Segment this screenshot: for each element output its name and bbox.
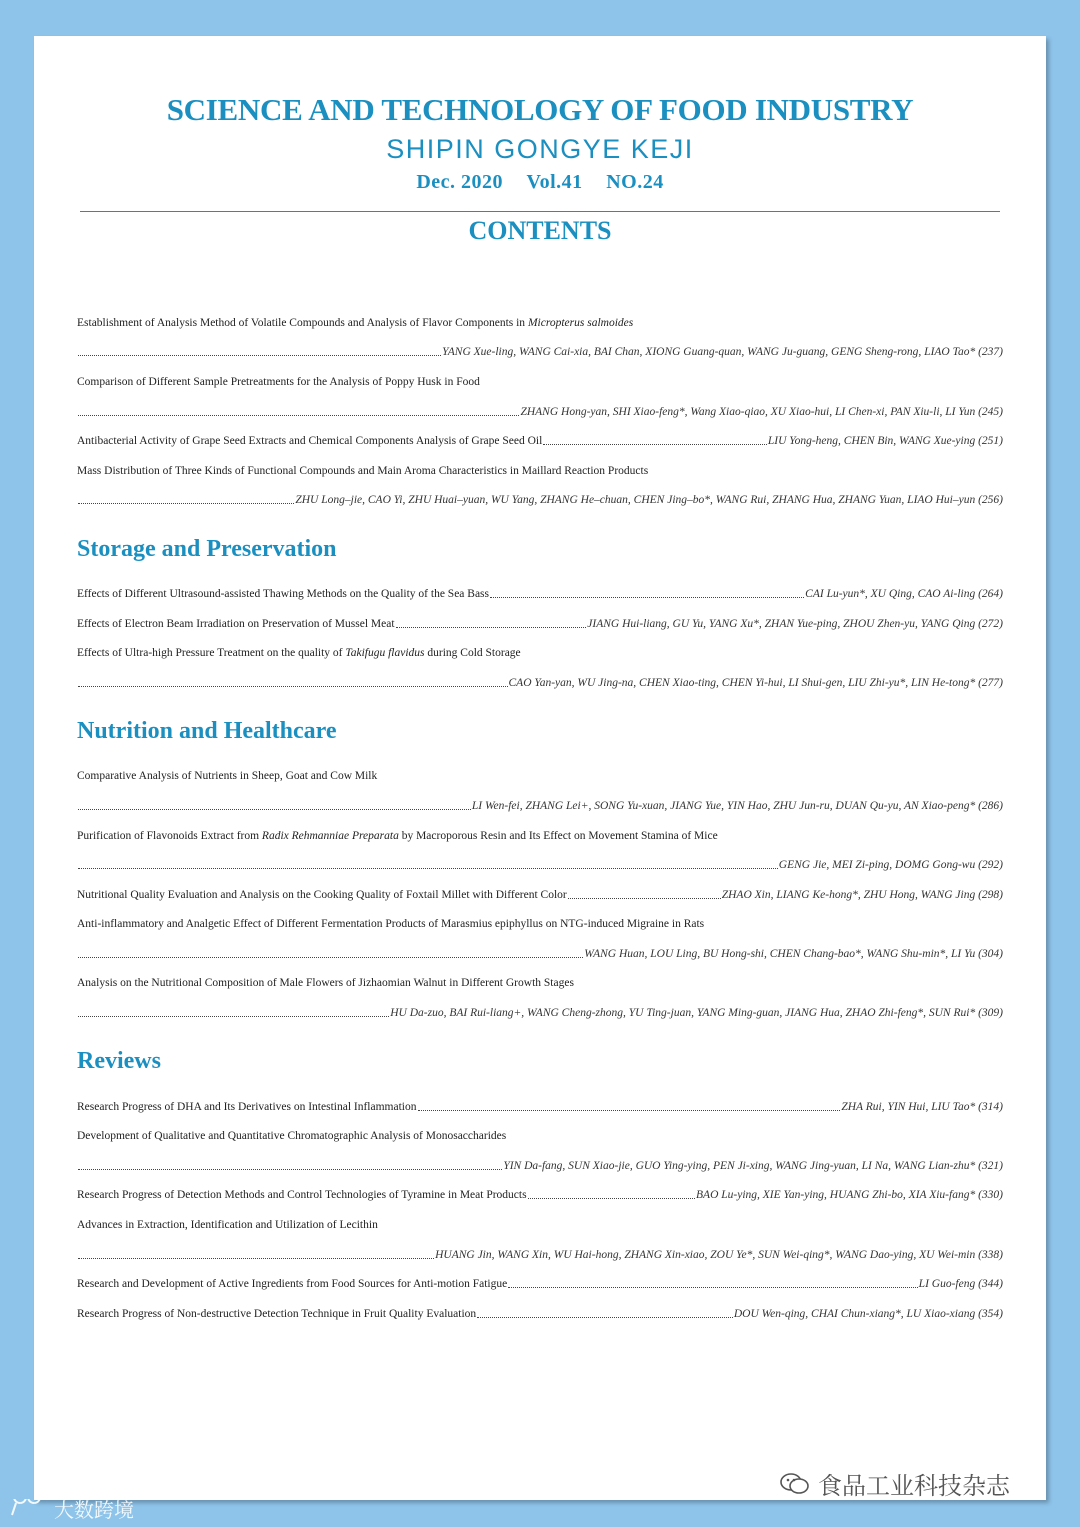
entry-title bbox=[77, 1278, 507, 1290]
entry-authors: CAO Yan-yan, WU Jing-na, CHEN Xiao-ting, CHEN Yi-hui, LI Shui-gen, LIU Zhi-yu*, LIN He-tong* (277) bbox=[508, 676, 1003, 689]
entry-title bbox=[77, 465, 648, 477]
entry-title-italic: Takifugu flavidus bbox=[345, 647, 425, 660]
leader-dots bbox=[78, 354, 441, 356]
entry-authors-line bbox=[77, 850, 1003, 880]
entry-authors-line bbox=[77, 397, 1003, 427]
toc-entry bbox=[77, 579, 1003, 609]
entry-line bbox=[77, 1092, 1003, 1122]
entry-authors: LIU Yong-heng, CHEN Bin, WANG Xue-ying (251) bbox=[767, 435, 1003, 448]
entry-title bbox=[77, 977, 574, 989]
entry-title-line bbox=[77, 762, 1003, 792]
toc-entry bbox=[77, 1269, 1003, 1299]
entry-authors: HU Da-zuo, BAI Rui-liang+, WANG Cheng-zhong, YU Ting-juan, YANG Ming-guan, JIANG Hua, ZHAO Zhi-feng*, SUN Rui* (309) bbox=[390, 1007, 1003, 1020]
entry-authors: BAO Lu-ying, XIE Yan-ying, HUANG Zhi-bo, XIA Xiu-fang* (330) bbox=[696, 1189, 1003, 1202]
leader-dots bbox=[508, 1286, 917, 1288]
entry-authors-line bbox=[77, 486, 1003, 516]
issue-line bbox=[34, 171, 1046, 194]
entry-authors: GENG Jie, MEI Zi-ping, DOMG Gong-wu (292) bbox=[778, 859, 1003, 872]
entry-title bbox=[77, 889, 567, 901]
leader-dots bbox=[418, 1109, 841, 1111]
leader-dots bbox=[78, 808, 471, 810]
entry-title-text-after: by Macroporous Resin and Its Effect on Movement Stamina of Mice bbox=[398, 829, 718, 842]
entry-title-text: Comparison of Different Sample Pretreatments for the Analysis of Poppy Husk in Food bbox=[77, 375, 480, 388]
entry-title-text: Analysis on the Nutritional Composition of Male Flowers of Jizhaomian Walnut in Different Growth Stages bbox=[77, 977, 574, 990]
entry-title bbox=[77, 770, 377, 782]
leader-dots bbox=[543, 443, 767, 445]
toc-entry bbox=[77, 762, 1003, 821]
leader-dots bbox=[528, 1197, 695, 1199]
issue-number: NO.24 bbox=[606, 171, 664, 193]
entry-title-text: Purification of Flavonoids Extract from bbox=[77, 829, 262, 842]
corner-watermark bbox=[8, 1494, 134, 1523]
toc-entry bbox=[77, 969, 1003, 1028]
journal-subtitle: SHIPIN GONGYE KEJI bbox=[386, 134, 694, 164]
journal-title: SCIENCE AND TECHNOLOGY OF FOOD INDUSTRY bbox=[166, 92, 914, 127]
entry-title bbox=[77, 317, 633, 329]
entry-line bbox=[77, 426, 1003, 456]
entry-authors: HUANG Jin, WANG Xin, WU Hai-hong, ZHANG Xin-xiao, ZOU Ye*, SUN Wei-qing*, WANG Dao-ying, XU Wei-min (338) bbox=[435, 1248, 1003, 1261]
entry-authors-line bbox=[77, 998, 1003, 1028]
entry-title-line bbox=[77, 1121, 1003, 1151]
entry-title bbox=[77, 588, 489, 600]
toc-entry bbox=[77, 609, 1003, 639]
entry-title-line bbox=[77, 367, 1003, 397]
entry-title-text: Anti-inflammatory and Analgetic Effect of Different Fermentation Products of Marasmius epiphyllus on NTG-induced Migraine in Rats bbox=[77, 918, 705, 931]
entry-authors: ZHANG Hong-yan, SHI Xiao-feng*, Wang Xiao-qiao, XU Xiao-hui, LI Chen-xi, PAN Xiu-li, LI Yun (245) bbox=[520, 405, 1003, 418]
section-heading: Storage and Preservation bbox=[77, 535, 337, 562]
entry-title-line bbox=[77, 1210, 1003, 1240]
entry-authors: ZHA Rui, YIN Hui, LIU Tao* (314) bbox=[841, 1100, 1003, 1113]
entry-title bbox=[77, 830, 718, 842]
entry-line bbox=[77, 1299, 1003, 1329]
toc-entry bbox=[77, 367, 1003, 426]
entry-title-text: Comparative Analysis of Nutrients in Sheep, Goat and Cow Milk bbox=[77, 770, 378, 783]
entry-title-italic: Micropterus salmoides bbox=[527, 316, 634, 329]
entry-title-text: Antibacterial Activity of Grape Seed Extracts and Chemical Components Analysis of Grape Seed Oil bbox=[77, 435, 543, 448]
entry-title bbox=[77, 1101, 417, 1113]
issue-volume: Vol.41 bbox=[526, 171, 583, 193]
entry-title bbox=[77, 647, 521, 659]
entry-authors: LI Guo-feng (344) bbox=[918, 1278, 1003, 1291]
entry-title-line bbox=[77, 638, 1003, 668]
entry-authors-line bbox=[77, 338, 1003, 368]
toc-entry bbox=[77, 426, 1003, 456]
entry-title-text: Development of Qualitative and Quantitative Chromatographic Analysis of Monosaccharides bbox=[77, 1130, 507, 1143]
entry-authors: CAI Lu-yun*, XU Qing, CAO Ai-ling (264) bbox=[805, 587, 1003, 600]
entry-title-text: Research Progress of DHA and Its Derivatives on Intestinal Inflammation bbox=[77, 1100, 417, 1113]
entry-authors: YIN Da-fang, SUN Xiao-jie, GUO Ying-ying, PEN Ji-xing, WANG Jing-yuan, LI Na, WANG Lian-zhu* (321) bbox=[503, 1159, 1003, 1172]
entry-title bbox=[77, 435, 542, 447]
entry-title-text: Research Progress of Detection Methods and Control Technologies of Tyramine in Meat Products bbox=[77, 1189, 527, 1202]
entry-title bbox=[77, 918, 704, 930]
entry-line bbox=[77, 880, 1003, 910]
contents-heading: CONTENTS bbox=[468, 216, 612, 245]
entry-title-text: Research and Development of Active Ingredients from Food Sources for Anti-motion Fatigue bbox=[77, 1278, 508, 1291]
toc-entry bbox=[77, 1210, 1003, 1269]
toc-entry bbox=[77, 910, 1003, 969]
entry-title-text: Effects of Different Ultrasound-assisted Thawing Methods on the Quality of the Sea Bass bbox=[77, 587, 490, 600]
entry-authors-line bbox=[77, 791, 1003, 821]
toc-entry bbox=[77, 1092, 1003, 1122]
entry-title-text: Establishment of Analysis Method of Volatile Compounds and Analysis of Flavor Components in bbox=[77, 316, 528, 329]
entry-authors-line bbox=[77, 1240, 1003, 1270]
entry-authors: YANG Xue-ling, WANG Cai-xia, BAI Chan, XIONG Guang-quan, WANG Ju-guang, GENG Sheng-rong, LIAO Tao* (237) bbox=[442, 346, 1003, 359]
entry-authors: ZHAO Xin, LIANG Ke-hong*, ZHU Hong, WANG Jing (298) bbox=[721, 888, 1003, 901]
entry-authors-line bbox=[77, 939, 1003, 969]
entry-title-line bbox=[77, 308, 1003, 338]
toc-entry bbox=[77, 880, 1003, 910]
toc-entry bbox=[77, 308, 1003, 367]
entry-line bbox=[77, 579, 1003, 609]
toc-entry bbox=[77, 638, 1003, 697]
toc-entry bbox=[77, 821, 1003, 880]
section-heading: Nutrition and Healthcare bbox=[77, 718, 337, 745]
leader-dots bbox=[477, 1316, 733, 1318]
wechat-icon bbox=[780, 1472, 810, 1496]
entry-title-italic: Radix Rehmanniae Preparata bbox=[261, 829, 399, 842]
leader-dots bbox=[78, 1257, 434, 1259]
leader-dots bbox=[78, 1168, 502, 1170]
entry-title-text: Effects of Ultra-high Pressure Treatment on the quality of bbox=[77, 647, 346, 660]
leader-dots bbox=[568, 897, 721, 899]
leader-dots bbox=[396, 626, 587, 628]
entry-title-text: Advances in Extraction, Identification and Utilization of Lecithin bbox=[77, 1219, 378, 1232]
wechat-watermark bbox=[780, 1466, 1010, 1501]
leader-dots bbox=[78, 685, 508, 687]
corner-watermark-text: 大数跨境 bbox=[54, 1498, 134, 1522]
entry-authors: JIANG Hui-liang, GU Yu, YANG Xu*, ZHAN Yue-ping, ZHOU Zhen-yu, YANG Qing (272) bbox=[587, 617, 1003, 630]
entry-title-line bbox=[77, 456, 1003, 486]
leader-dots bbox=[78, 867, 778, 869]
entry-title-line bbox=[77, 910, 1003, 940]
leader-dots bbox=[78, 1015, 389, 1017]
entry-line bbox=[77, 609, 1003, 639]
leader-dots bbox=[78, 502, 294, 504]
leader-dots bbox=[78, 414, 519, 416]
journal-page bbox=[34, 36, 1046, 1500]
wechat-account-name: 食品工业科技杂志 bbox=[818, 1472, 1010, 1500]
entry-title bbox=[77, 1219, 378, 1231]
toc-entry bbox=[77, 456, 1003, 515]
entry-title-text-after: during Cold Storage bbox=[424, 647, 521, 660]
dashu-logo-icon bbox=[8, 1499, 48, 1519]
table-of-contents bbox=[77, 308, 1003, 1329]
entry-title-line bbox=[77, 821, 1003, 851]
entry-title bbox=[77, 1189, 527, 1201]
entry-title bbox=[77, 618, 395, 630]
toc-entry bbox=[77, 1299, 1003, 1329]
leader-dots bbox=[490, 596, 804, 598]
entry-title bbox=[77, 1130, 506, 1142]
entry-line bbox=[77, 1269, 1003, 1299]
entry-title-text: Mass Distribution of Three Kinds of Functional Compounds and Main Aroma Characteristics in Maillard Reaction Products bbox=[77, 464, 649, 477]
entry-authors-line bbox=[77, 1151, 1003, 1181]
entry-authors: LI Wen-fei, ZHANG Lei+, SONG Yu-xuan, JIANG Yue, YIN Hao, ZHU Jun-ru, DUAN Qu-yu, AN Xiao-peng* (286) bbox=[471, 799, 1003, 812]
toc-entry bbox=[77, 1121, 1003, 1180]
entry-title-text: Nutritional Quality Evaluation and Analysis on the Cooking Quality of Foxtail Millet with Different Color bbox=[77, 888, 567, 901]
entry-authors: DOU Wen-qing, CHAI Chun-xiang*, LU Xiao-xiang (354) bbox=[733, 1307, 1003, 1320]
entry-authors-line bbox=[77, 668, 1003, 698]
entry-title-text: Effects of Electron Beam Irradiation on Preservation of Mussel Meat bbox=[77, 617, 395, 630]
entry-title bbox=[77, 376, 480, 388]
entry-authors: WANG Huan, LOU Ling, BU Hong-shi, CHEN Chang-bao*, WANG Shu-min*, LI Yu (304) bbox=[584, 947, 1003, 960]
entry-title-text: Research Progress of Non-destructive Detection Technique in Fruit Quality Evaluation bbox=[77, 1307, 477, 1320]
entry-authors: ZHU Long–jie, CAO Yi, ZHU Huai–yuan, WU Yang, ZHANG He–chuan, CHEN Jing–bo*, WANG Rui, ZHANG Hua, ZHANG Yuan, LIAO Hui–yun (256) bbox=[295, 494, 1003, 507]
issue-date: Dec. 2020 bbox=[416, 171, 504, 193]
toc-entry bbox=[77, 1181, 1003, 1211]
entry-title bbox=[77, 1308, 476, 1320]
leader-dots bbox=[78, 956, 583, 958]
section-heading: Reviews bbox=[77, 1048, 161, 1075]
entry-title-line bbox=[77, 969, 1003, 999]
header-rule bbox=[80, 211, 1000, 212]
entry-line bbox=[77, 1181, 1003, 1211]
